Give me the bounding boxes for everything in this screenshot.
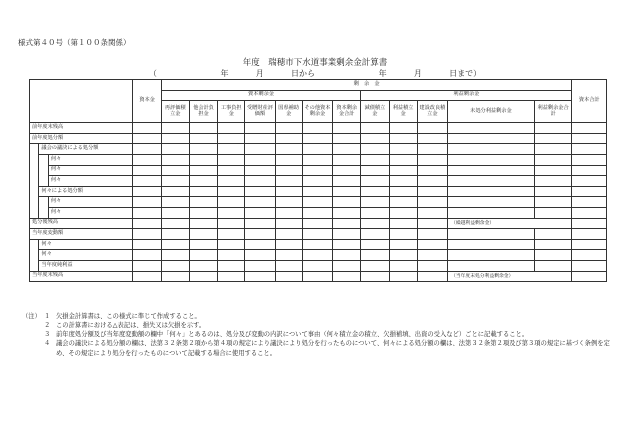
row-label-item: 何々 [48, 176, 133, 187]
period-year-to: 年 [378, 69, 387, 78]
row-label-item: 何々 [48, 165, 133, 176]
surplus-calculation-table [29, 79, 607, 282]
notes-section [22, 312, 622, 358]
period-day-to: 日まで） [449, 69, 482, 78]
row-label-current-year-end: 当年度末残高 [30, 271, 133, 282]
table-row [30, 218, 607, 229]
note-number: ４ [44, 340, 51, 348]
form-number: 様式第４０号（第１００条関係） [18, 38, 131, 47]
row-label-item: 何々 [39, 250, 133, 261]
header-capital-surplus: 資本剰余金 [161, 90, 361, 101]
row-label-item: 何々 [48, 207, 133, 218]
row-label-current-net-income: 当年度純利益 [39, 260, 133, 271]
note-text: この計算書における△表記は、損失又は欠損を示す。 [56, 322, 206, 330]
table-row [30, 176, 607, 187]
row-label-item: 何々 [39, 239, 133, 250]
col-revaluation-reserve: 再評価積立金 [161, 101, 189, 123]
header-retained-earnings: 利益剰余金 [361, 90, 572, 101]
row-label-prior-year-disposal: 前年度処分額 [30, 133, 133, 144]
row-label-current-year-change: 当年度変動額 [30, 229, 133, 240]
table-row [30, 239, 607, 250]
note-unappropriated-earnings: （当年度末処分利益剰余金） [448, 271, 572, 282]
note-text: 欠損金計算書は、この様式に準じて作成すること。 [56, 313, 201, 320]
row-label-item: 何々 [48, 154, 133, 165]
col-donated-property: 受贈財産評価額 [245, 101, 275, 123]
header-surplus: 剰 余 金 [161, 80, 572, 91]
table-row [30, 154, 607, 165]
note-number: １ [44, 313, 51, 320]
period-year-from: 年 [220, 69, 229, 78]
col-other-account-burden: 他会計負担金 [189, 101, 217, 123]
period-day-from: 日から [291, 69, 315, 78]
col-construction-reserve: 建設改良積立金 [417, 101, 447, 123]
table-row [30, 271, 607, 282]
row-label-prior-year-end: 前年度末残高 [30, 123, 133, 134]
header-capital: 資本金 [133, 80, 161, 123]
col-capital-surplus-total: 資本剰余金合計 [333, 101, 361, 123]
row-header-corner [30, 80, 133, 123]
note-text: 議会の議決による処分額の欄は、法第３２条第２項から第４項の規定により議決により処分を行ったものについて、何々による処分額の欄は、法第３２条第２項及び第３項の規定に基づく条例を定め、その規定により処分を行ったものについて記載する場合に使用すること。 [56, 340, 610, 357]
period-open: （ [148, 69, 157, 78]
row-label-post-disposal-balance: 処分後残高 [30, 218, 133, 229]
note-number: ３ [44, 331, 51, 339]
table-row [30, 165, 607, 176]
note-text: 前年度処分額及び当年度変動額の欄中「何々」とあるのは、処分及び変動の内訳について事由（何々積立金の積立、欠損補填、出資の受入など）ごとに記載すること。 [56, 331, 529, 339]
table-row [30, 186, 607, 197]
table-row [30, 123, 607, 134]
row-label-council-resolution: 議会の議決による処分額 [39, 144, 133, 155]
period-month-from: 月 [255, 69, 264, 78]
table-row [30, 144, 607, 155]
col-unappropriated-earnings: 未処分利益剰余金 [448, 101, 535, 123]
table-row [30, 250, 607, 261]
period-month-to: 月 [413, 69, 422, 78]
col-other-capital-surplus: その他資本剰余金 [302, 101, 332, 123]
note-carried-forward-earnings: （繰越利益剰余金） [448, 218, 572, 229]
table-row [30, 133, 607, 144]
col-retained-earnings-total: 利益剰余金合計 [534, 101, 572, 123]
note-number: ２ [44, 322, 51, 330]
notes-lead: （注） [22, 313, 41, 320]
row-label-other-disposal: 何々による処分額 [39, 186, 133, 197]
header-capital-total: 資本合計 [572, 80, 607, 123]
table-row [30, 229, 607, 240]
table-row [30, 207, 607, 218]
table-row [30, 197, 607, 208]
col-national-pref-subsidy: 国県補助金 [275, 101, 302, 123]
col-debt-reduction-reserve: 減債積立金 [361, 101, 389, 123]
period-line [0, 68, 630, 79]
row-label-item: 何々 [48, 197, 133, 208]
document-title: 年度 瑞穂市下水道事業剰余金計算書 [242, 58, 388, 68]
col-construction-burden: 工事負担金 [218, 101, 245, 123]
table-row [30, 260, 607, 271]
col-profit-reserve: 利益積立金 [389, 101, 417, 123]
